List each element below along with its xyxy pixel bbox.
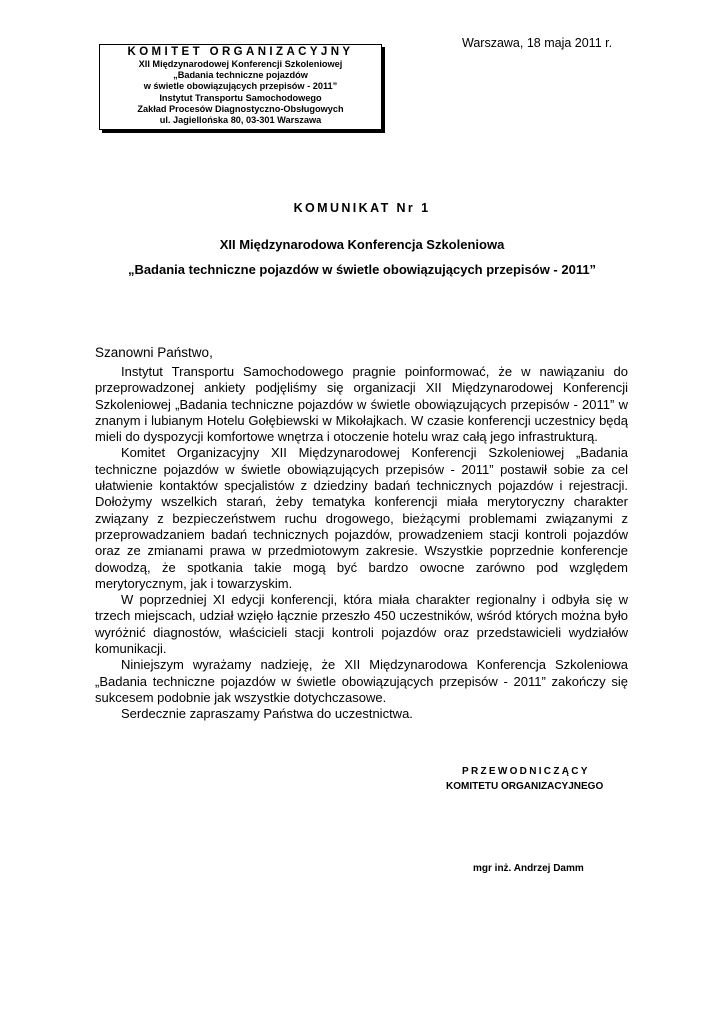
signature-committee: KOMITETU ORGANIZACYJNEGO <box>446 781 604 792</box>
body-paragraph: W poprzedniej XI edycji konferencji, która miała charakter regionalny i odbyła się w trzech miejscach, udział wzięło łącznie przeszło 450 uczestników, wśród których można było wyróżnić diagnostów, właścicieli stacji kontroli pojazdów oraz przedstawicieli wydziałów komunikacji. <box>95 592 628 657</box>
committee-box-line: Instytut Transportu Samochodowego <box>159 92 322 103</box>
body-paragraph: Niniejszym wyrażamy nadzieję, że XII Międzynarodowa Konferencja Szkoleniowa „Badania techniczne pojazdów w świetle obowiązujących przepisów - 2011” zakończy się sukcesem podobnie jak wszystkie dotychczasowe. <box>95 657 628 705</box>
body-paragraph: Instytut Transportu Samochodowego pragnie poinformować, że w nawiązaniu do przeprowadzonej ankiety podjęliśmy się organizacji XII Międzynarodowej Konferencji Szkoleniowej „Badania techniczne pojazdów w świetle obowiązujących przepisów - 2011” w znanym i lubianym Hotelu Gołębiewski w Mikołajkach. W czasie konferencji uczestnicy będą mieli do dyspozycji komfortowe wnętrza i otoczenie hotelu wraz całą jego infrastrukturą. <box>95 364 628 445</box>
committee-letterhead-box <box>99 44 382 130</box>
committee-box-title: KOMITET ORGANIZACYJNY <box>127 46 354 58</box>
signatory-name: mgr inż. Andrzej Damm <box>473 863 584 874</box>
letter-body <box>95 364 628 723</box>
communique-title: KOMUNIKAT Nr 1 <box>293 201 431 215</box>
conference-subtitle: „Badania techniczne pojazdów w świetle obowiązujących przepisów - 2011” <box>127 262 597 277</box>
salutation: Szanowni Państwo, <box>95 345 213 360</box>
conference-name: XII Międzynarodowa Konferencja Szkoleniowa <box>219 237 505 252</box>
committee-box-line: XII Międzynarodowej Konferencji Szkoleniowej <box>138 59 343 69</box>
signature-title: PRZEWODNICZĄCY <box>462 766 590 777</box>
committee-box-line: „Badania techniczne pojazdów <box>173 70 308 81</box>
body-paragraph: Serdecznie zapraszamy Państwa do uczestnictwa. <box>121 706 413 722</box>
document-date: Warszawa, 18 maja 2011 r. <box>462 36 613 50</box>
committee-box-line: w świetle obowiązujących przepisów - 2011” <box>143 81 338 92</box>
committee-box-line: Zakład Procesów Diagnostyczno-Obsługowych <box>137 103 344 114</box>
committee-box-line: ul. Jagiellońska 80, 03-301 Warszawa <box>159 115 322 126</box>
body-paragraph: Komitet Organizacyjny XII Międzynarodowej Konferencji Szkoleniowej „Badania techniczne pojazdów w świetle obowiązujących przepisów - 2011” postawił sobie za cel ułatwienie kontaktów specjalistów z dziedziny badań technicznych pojazdów i rejestracji. Dołożymy wszelkich starań, żeby tematyka konferencji miała merytoryczny charakter związany z bezpieczeństwem ruchu drogowego, bieżącymi problemami związanymi z przeprowadzaniem badań technicznych pojazdów, prowadzeniem stacji kontroli pojazdów oraz ze zmianami prawa w przedmiotowym zakresie. Wszystkie poprzednie konferencje dowodzą, że spotkania takie mogą być bardzo owocne zarówno pod względem merytorycznym, jak i towarzyskim. <box>95 445 628 591</box>
